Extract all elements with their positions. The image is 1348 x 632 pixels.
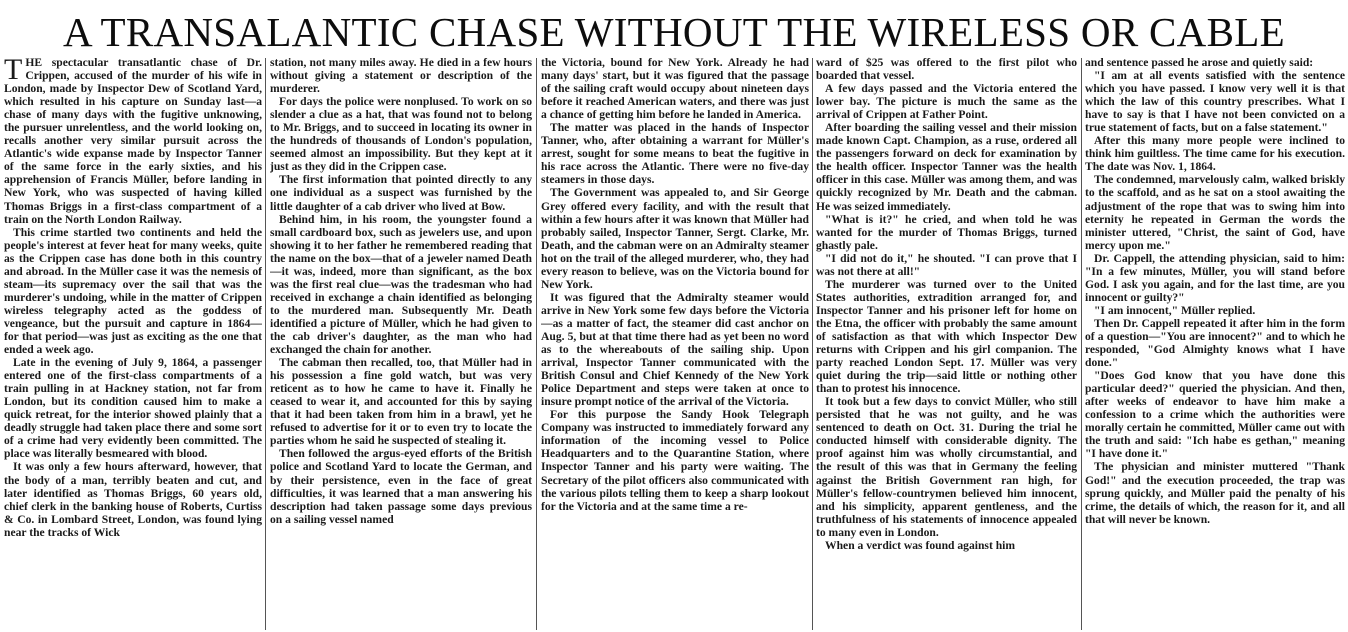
- paragraph: station, not many miles away. He died in a few hours without giving a statement or description of the murderer.: [270, 56, 532, 96]
- paragraph: "I am innocent," Müller replied.: [1094, 303, 1256, 317]
- drop-cap: T: [4, 56, 23, 86]
- paragraph: After boarding the sailing vessel and their mission made known Capt. Champion, as a ruse, ordered all the passengers forward on deck for examination by the health officer. Inspector Tanner was the health officer in this case. Müller was among them, and was quickly recognized by Mr. Death and the cabman. He was seized immediately.: [816, 121, 1077, 213]
- paragraph: For days the police were nonplused. To work on so slender a clue as a hat, that was found not to belong to Mr. Briggs, and to succeed in locating its owner in the hundreds of thousands of London's population, seemed almost an impossibility. But they kept at it just as they did in the Crippen case.: [270, 95, 532, 174]
- paragraph: For this purpose the Sandy Hook Telegraph Company was instructed to immediately forward any information of the incoming vessel to Police Headquarters and to the Quarantine Station, where Inspector Tanner and his party were waiting. The Secretary of the pilot officers also communicated with the various pilots telling them to keep a sharp lookout for the Victoria and at the same time a re-: [541, 408, 809, 513]
- paragraph: The condemned, marvelously calm, walked briskly to the scaffold, and as he sat on a stool awaiting the adjustment of the rope that was to swing him into eternity he repeated in German the words the minister uttered, "Christ, the saint of God, have mercy upon me.": [1085, 173, 1345, 252]
- paragraph: "I did not do it," he shouted. "I can prove that I was not there at all!": [816, 251, 1077, 278]
- paragraph: and sentence passed he arose and quietly said:: [1085, 56, 1314, 69]
- paragraph: The Government was appealed to, and Sir George Grey offered every facility, and with the result that within a few hours after it was known that Müller had probably sailed, Inspector Tanner, Sergt. Clarke, Mr. Death, and the cabman were on an Admiralty steamer hot on the trail of the alleged murderer, who, they had every reason to believe, was on the Victoria bound for New York.: [541, 186, 809, 291]
- article-column-2: [270, 56, 532, 630]
- column-rule: [265, 58, 266, 630]
- article-column-4: [816, 56, 1077, 630]
- article-column-5: [1085, 56, 1345, 630]
- paragraph: "I am at all events satisfied with the sentence which you have passed. I know very well it is that which the law of this country prescribes. What I have to say is that I have not been convicted on a true statement of facts, but on a false statement.": [1085, 69, 1345, 135]
- article-column-1: [4, 56, 262, 630]
- paragraph: Behind him, in his room, the youngster found a small cardboard box, such as jewelers use, and upon showing it to her father he remembered reading that the name on the box—that of a jeweler named Death—it was, indeed, more than significant, as the box was the first real clue—was the tradesman who had received in exchange a chain identified as belonging to the murdered man. Subsequently Mr. Death identified a picture of Müller, which he had given to the cab driver's daughter, as the man who had exchanged the chain for another.: [270, 212, 532, 357]
- paragraph: This crime startled two continents and held the people's interest at fever heat for many weeks, quite as the Crippen case has done both in this country and abroad. In the Müller case it was the nemesis of steam—its supremacy over the sail that was the murderer's undoing, while in the matter of Crippen wireless telegraphy acted as the goddess of vengeance, but the pursuit and capture in 1864—for that period—was just as exciting as the one that ended a week ago.: [4, 225, 262, 357]
- column-rule: [1081, 58, 1082, 630]
- paragraph: Late in the evening of July 9, 1864, a passenger entered one of the first-class compartments of a train pulling in at Hackney station, not far from London, but its condition caused him to make a quick retreat, for the interior showed plainly that a deadly struggle had taken place there and some sort of a crime had very evidently been committed. The place was literally besmeared with blood.: [4, 356, 262, 461]
- paragraph: Then followed the argus-eyed efforts of the British police and Scotland Yard to locate the German, and by their persistence, even in the face of great difficulties, it was learned that a man answering his description had taken passage some days previous on a sailing vessel named: [270, 447, 532, 526]
- paragraph: ward of $25 was offered to the first pilot who boarded that vessel.: [816, 56, 1077, 83]
- paragraph: It took but a few days to convict Müller, who still persisted that he was not guilty, and he was sentenced to death on Oct. 31. During the trial he conducted himself with considerable dignity. The proof against him was wholly circumstantial, and the result of this was that in Germany the feeling against the British Government ran high, for Müller's fellow-countrymen believed him innocent, and his simplicity, apparent gentleness, and the truthfulness of his statements of innocence appealed to many even in London.: [816, 395, 1077, 539]
- column-rule: [812, 58, 813, 630]
- paragraph: It was only a few hours afterward, however, that the body of a man, terribly beaten and cut, and later identified as Thomas Briggs, 60 years old, chief clerk in the banking house of Roberts, Curtiss & Co. in Lombard Street, London, was found lying near the tracks of Wick: [4, 460, 262, 539]
- headline: A TRANSALANTIC CHASE WITHOUT THE WIRELESS OR CABLE: [63, 9, 1285, 55]
- paragraph: The cabman then recalled, too, that Müller had in his possession a fine gold watch, but was very reticent as to how he came to have it. Finally he ceased to wear it, and accounted for this by saying that it had been taken from him in a brawl, yet he refused to advertise for it or to even try to locate the parties whom he said he suspected of stealing it.: [270, 356, 532, 448]
- paragraph: the Victoria, bound for New York. Already he had many days' start, but it was figured that the passage of the sailing craft would occupy about nineteen days before it reached American waters, and there was just a chance of getting him before he landed in America.: [541, 56, 809, 122]
- lead-paragraph: THE spectacular transatlantic chase of Dr. Crippen, accused of the murder of his wife in London, made by Inspector Dew of Scotland Yard, which resulted in his capture on Sunday last—a chase of many days with the fugitive unknowing, the pursuer unrelentless, and the world looking on, recalls another very similar pursuit across the Atlantic's wide expanse made by Inspector Tanner of the same force in the early sixties, and his apprehension of Francis Müller, before landing in New York, who was suspected of having killed Thomas Briggs in a first-class compartment of a train on the North London Railway.: [4, 56, 262, 226]
- paragraph: "What is it?" he cried, and when told he was wanted for the murder of Thomas Briggs, turned ghastly pale.: [816, 212, 1077, 252]
- paragraph: When a verdict was found against him: [825, 538, 1016, 552]
- paragraph: The first information that pointed directly to any one individual as a suspect was furnished by the little daughter of a cab driver who lived at Bow.: [270, 173, 532, 213]
- article-column-3: [541, 56, 809, 630]
- paragraph: After this many more people were inclined to think him guiltless. The time came for his execution. The date was Nov. 1, 1864.: [1085, 134, 1345, 174]
- paragraph: "Does God know that you have done this particular deed?" queried the physician. And then, after weeks of endeavor to have him make a confession to a crime which the authorities were morally certain he committed, Müller came out with the truth and said: "Ich habe es gethan," meaning "I have done it.": [1085, 369, 1345, 461]
- paragraph: The matter was placed in the hands of Inspector Tanner, who, after obtaining a warrant for Müller's arrest, sought for some means to beat the fugitive in his race across the Atlantic. There were no five-day steamers in those days.: [541, 121, 809, 187]
- column-rule: [536, 58, 537, 630]
- paragraph: The murderer was turned over to the United States authorities, extradition arranged for, and Inspector Tanner and his prisoner left for home on the Etna, the officer with probably the same amount of satisfaction as that with which Inspector Dew returns with Crippen and his girl companion. The party reached London Sept. 17. Müller was very quiet during the trip—said little or nothing other than to protest his innocence.: [816, 277, 1077, 396]
- paragraph: A few days passed and the Victoria entered the lower bay. The picture is much the same as the arrival of Crippen at Father Point.: [816, 82, 1077, 122]
- paragraph: The physician and minister muttered "Thank God!" and the execution proceeded, the trap was sprung quickly, and Müller paid the penalty of his crime, the details of which, the reason for it, and all that will never be known.: [1085, 460, 1345, 526]
- paragraph: Then Dr. Cappell repeated it after him in the form of a question—"You are innocent?" and to which he responded, "God Almighty knows what I have done.": [1085, 316, 1345, 370]
- paragraph: Dr. Cappell, the attending physician, said to him: "In a few minutes, Müller, you will stand before God. I ask you again, and for the last time, are you innocent or guilty?": [1085, 251, 1345, 304]
- paragraph: It was figured that the Admiralty steamer would arrive in New York some few days before the Victoria—as a matter of fact, the steamer did cast anchor on Aug. 5, but at that time there had as yet been no word as to the whereabouts of the sailing ship. Upon arrival, Inspector Tanner communicated with the British Consul and Chief Kennedy of the New York Police Department and steps were taken at once to insure prompt notice of the arrival of the Victoria.: [541, 290, 809, 409]
